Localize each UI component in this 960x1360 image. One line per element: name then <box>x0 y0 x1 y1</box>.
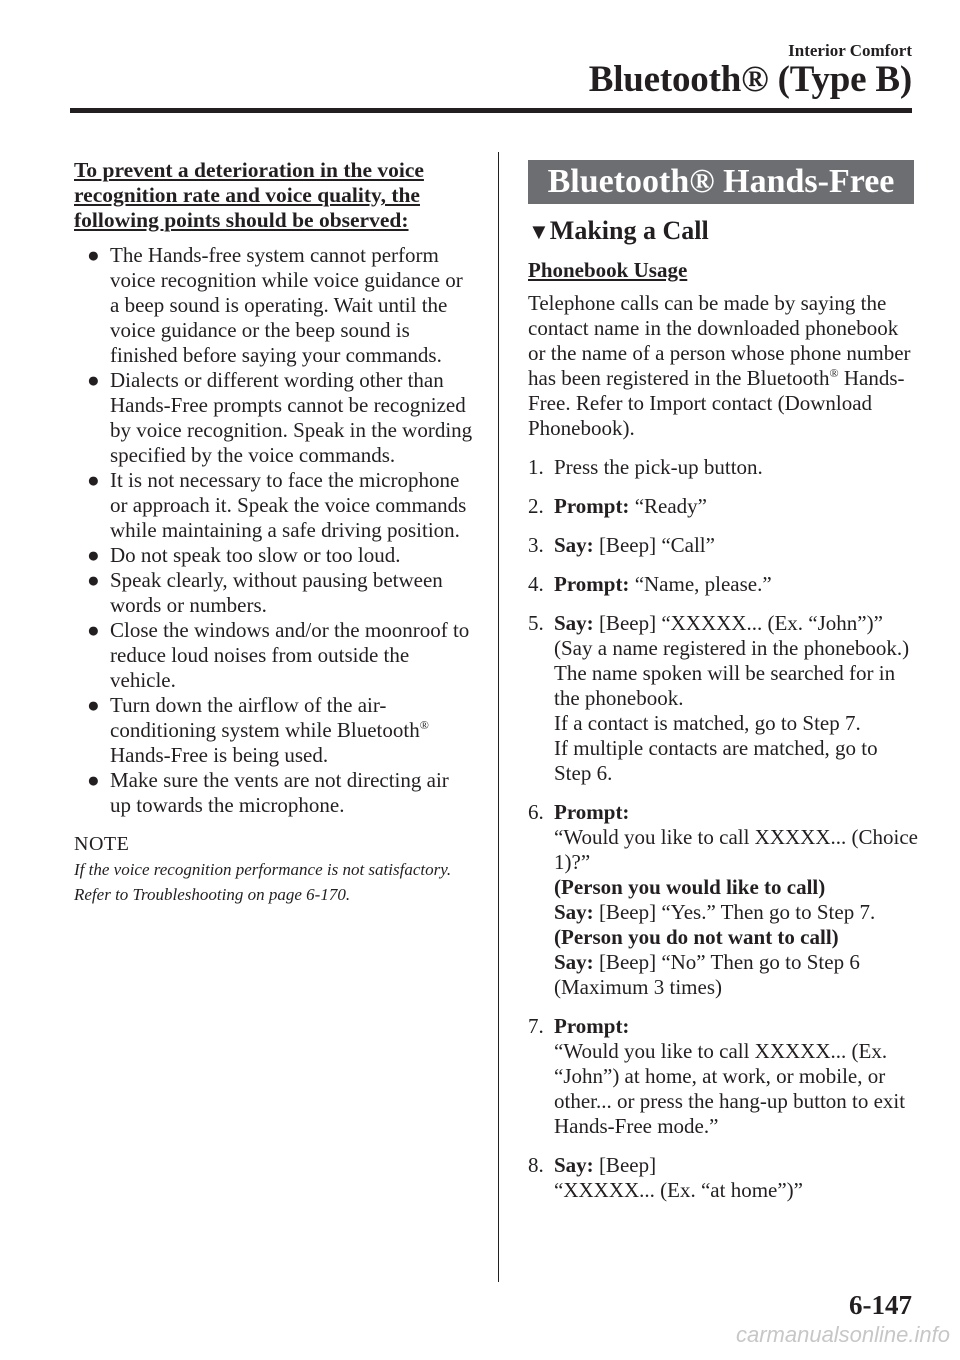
tips-list <box>74 243 474 818</box>
bullet-icon: ● <box>87 468 100 492</box>
step-item: 8. Say: [Beep] “XXXXX... (Ex. “at home”)” <box>528 1153 803 1202</box>
list-item: ● It is not necessary to face the microphone or approach it. Speak the voice commands while maintaining a safe driving position. <box>87 468 467 542</box>
bullet-icon: ● <box>87 368 100 392</box>
phonebook-heading: Phonebook Usage <box>528 258 688 282</box>
list-item: ● Speak clearly, without pausing between words or numbers. <box>87 568 443 617</box>
list-item: ● Do not speak too slow or too loud. <box>87 543 401 567</box>
triangle-down-icon: ▼ <box>528 219 550 244</box>
bullet-icon: ● <box>87 543 100 567</box>
step-item: 3. Say: [Beep] “Call” <box>528 533 715 557</box>
list-item: ● Make sure the vents are not directing air up towards the microphone. <box>87 768 449 817</box>
steps-list <box>528 455 918 1203</box>
note-heading: NOTE <box>74 833 130 855</box>
bullet-icon: ● <box>87 243 100 267</box>
list-item: ● The Hands-free system cannot perform voice recognition while voice guidance or a beep sound is operating. Wait until the voice guidance or the beep sound is finished before saying your commands. <box>87 243 463 367</box>
list-item: ● Dialects or different wording other than Hands-Free prompts cannot be recognized by voice recognition. Speak in the wording specified by the voice commands. <box>87 368 473 467</box>
list-item: ● Close the windows and/or the moonroof to reduce loud noises from outside the vehicle. <box>87 618 470 692</box>
step-item: 4. Prompt: “Name, please.” <box>528 572 772 596</box>
list-item: ● Turn down the airflow of the air-conditioning system while Bluetooth® Hands-Free is being used. <box>87 693 429 767</box>
bullet-icon: ● <box>87 768 100 792</box>
bullet-icon: ● <box>87 693 100 717</box>
right-column <box>528 160 918 1217</box>
page-number: 6-147 <box>849 1290 912 1320</box>
intro-heading: To prevent a deterioration in the voice recognition rate and voice quality, the following points should be observed: <box>74 158 424 232</box>
step-item: 7. Prompt: “Would you like to call XXXXX... (Ex. “John”) at home, at work, or mobile, or other... or press the hang-up button to exit Hands-Free mode.” <box>528 1014 906 1138</box>
bullet-icon: ● <box>87 618 100 642</box>
registered-mark: ® <box>829 366 839 380</box>
watermark: carmanualsonline.info <box>735 1322 950 1347</box>
note-text: Refer to Troubleshooting on page 6-170. <box>74 885 351 904</box>
step-item: 6. Prompt: “Would you like to call XXXXX... (Choice 1)?” (Person you would like to call) Say: [Beep] “Yes.” Then go to Step 7. (Person you do not want to call) Say: [Beep] “No” Then go to Step 6 (Maximum 3 times) <box>528 800 918 999</box>
step-item: 2. Prompt: “Ready” <box>528 494 707 518</box>
header-rule <box>70 108 912 113</box>
column-divider <box>498 152 499 1282</box>
note-text: If the voice recognition performance is not satisfactory. <box>74 860 452 879</box>
section-banner: Bluetooth® Hands-Free <box>528 160 914 204</box>
step-item: 1. Press the pick-up button. <box>528 455 763 479</box>
bullet-icon: ● <box>87 568 100 592</box>
left-column <box>74 158 474 907</box>
intro-paragraph: Telephone calls can be made by saying the contact name in the downloaded phonebook or the name of a person whose phone number has been registered in the Bluetooth® Hands-Free. Refer to Import contact (Download Phonebook). <box>528 291 911 440</box>
subheading: ▼Making a Call <box>528 216 709 245</box>
header-section-label: Interior Comfort <box>788 41 912 60</box>
registered-mark: ® <box>419 718 429 732</box>
page-title: Bluetooth® (Type B) <box>588 59 912 100</box>
step-item: 5. Say: [Beep] “XXXXX... (Ex. “John”)” (Say a name registered in the phonebook.) The name spoken will be searched for in the phonebook. If a contact is matched, go to Step 7. If multiple contacts are matched, go to Step 6. <box>528 611 910 785</box>
